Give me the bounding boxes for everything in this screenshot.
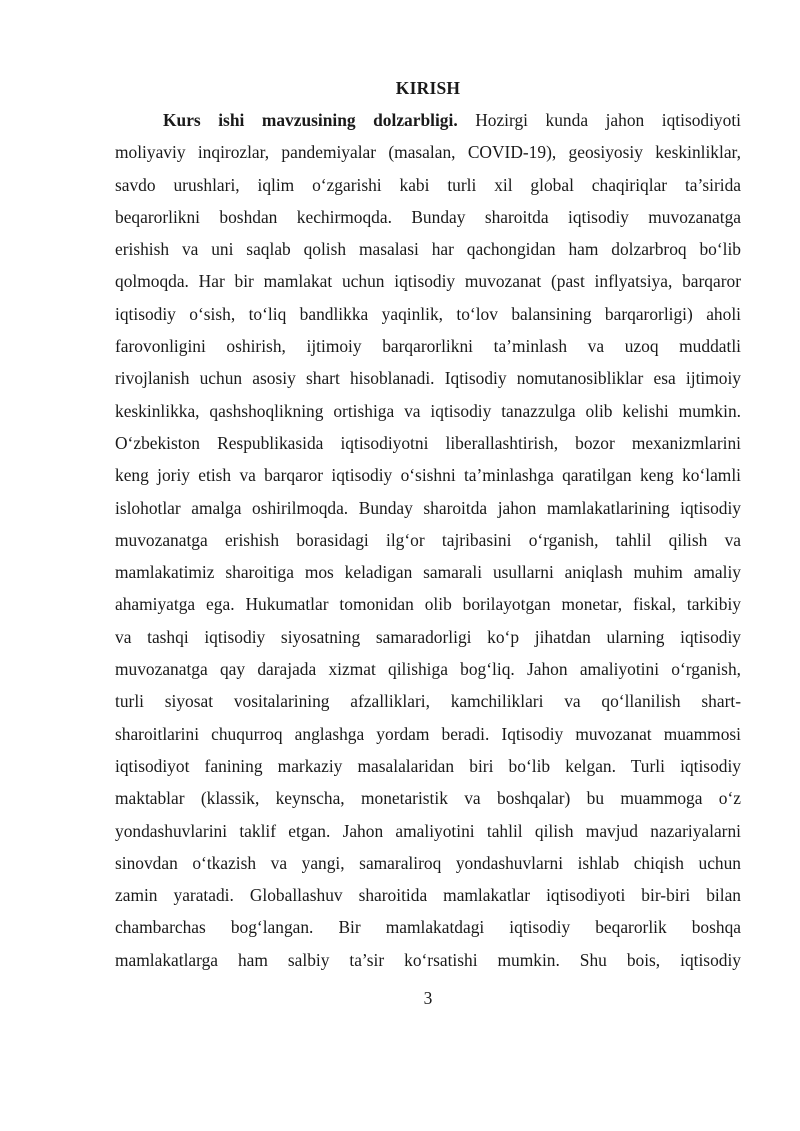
paragraph-line: mamlakatlarga ham salbiy ta’sir ko‘rsatishi mumkin. Shu bois, iqtisodiy (115, 949, 741, 970)
line-text: Hozirgi kunda jahon iqtisodiyoti (457, 110, 741, 130)
body-paragraph (115, 104, 741, 976)
paragraph-line: maktablar (klassik, keynscha, monetaristik va boshqalar) bu muammoga o‘z (115, 788, 741, 809)
paragraph-line: va tashqi iqtisodiy siyosatning samaradorligi ko‘p jihatdan ularning iqtisodiy (115, 626, 741, 647)
paragraph-line: beqarorlikni boshdan kechirmoqda. Bunday sharoitda iqtisodiy muvozanatga (115, 206, 741, 227)
paragraph-line: moliyaviy inqirozlar, pandemiyalar (masalan, COVID-19), geosiyosiy keskinliklar, (115, 142, 741, 163)
paragraph-line: yondashuvlarini taklif etgan. Jahon amaliyotini tahlil qilish mavjud nazariyalarni (115, 820, 741, 841)
paragraph-line: turli siyosat vositalarining afzalliklari, kamchiliklari va qo‘llanilish shart- (115, 691, 741, 712)
paragraph-line: iqtisodiyot fanining markaziy masalalaridan biri bo‘lib kelgan. Turli iqtisodiy (115, 755, 741, 776)
paragraph-line: iqtisodiy o‘sish, to‘liq bandlikka yaqinlik, to‘lov balansining barqarorligi) aholi (115, 303, 741, 324)
paragraph-line: rivojlanish uchun asosiy shart hisoblanadi. Iqtisodiy nomutanosibliklar esa ijtimoiy (115, 368, 741, 389)
paragraph-line: muvozanatga qay darajada xizmat qilishiga bog‘liq. Jahon amaliyotini o‘rganish, (115, 659, 741, 680)
paragraph-line: keng joriy etish va barqaror iqtisodiy o‘sishni ta’minlashga qaratilgan keng ko‘lamli (115, 465, 741, 486)
paragraph-line: ahamiyatga ega. Hukumatlar tomonidan olib borilayotgan monetar, fiskal, tarkibiy (115, 594, 741, 615)
paragraph-line: zamin yaratadi. Globallashuv sharoitida mamlakatlar iqtisodiyoti bir-biri bilan (115, 885, 741, 906)
page-number: 3 (423, 988, 433, 1008)
paragraph-line: chambarchas bog‘langan. Bir mamlakatdagi iqtisodiy beqarorlik boshqa (115, 917, 741, 938)
paragraph-line: erishish va uni saqlab qolish masalasi har qachongidan ham dolzarbroq bo‘lib (115, 239, 741, 260)
paragraph-line: qolmoqda. Har bir mamlakat uchun iqtisodiy muvozanat (past inflyatsiya, barqaror (115, 271, 741, 292)
paragraph-line: savdo urushlari, iqlim o‘zgarishi kabi turli xil global chaqiriqlar ta’sirida (115, 174, 741, 195)
section-heading: KIRISH (395, 78, 461, 98)
bold-lead-phrase: Kurs ishi mavzusining dolzarbligi. (163, 110, 458, 130)
paragraph-line: sinovdan o‘tkazish va yangi, samaraliroq yondashuvlarni ishlab chiqish uchun (115, 852, 741, 873)
paragraph-line: O‘zbekiston Respublikasida iqtisodiyotni liberallashtirish, bozor mexanizmlarini (115, 432, 741, 453)
paragraph-line: keskinlikka, qashshoqlikning ortishiga va iqtisodiy tanazzulga olib kelishi mumkin. (115, 400, 741, 421)
paragraph-line: islohotlar amalga oshirilmoqda. Bunday sharoitda jahon mamlakatlarining iqtisodiy (115, 497, 741, 518)
paragraph-line: sharoitlarini chuqurroq anglashga yordam beradi. Iqtisodiy muvozanat muammosi (115, 723, 741, 744)
paragraph-line: farovonligini oshirish, ijtimoiy barqarorlikni ta’minlash va uzoq muddatli (115, 336, 741, 357)
paragraph-line (115, 104, 741, 136)
paragraph-line: mamlakatimiz sharoitiga mos keladigan samarali usullarni aniqlash muhim amaliy (115, 562, 741, 583)
paragraph-line: muvozanatga erishish borasidagi ilg‘or tajribasini o‘rganish, tahlil qilish va (115, 529, 741, 550)
